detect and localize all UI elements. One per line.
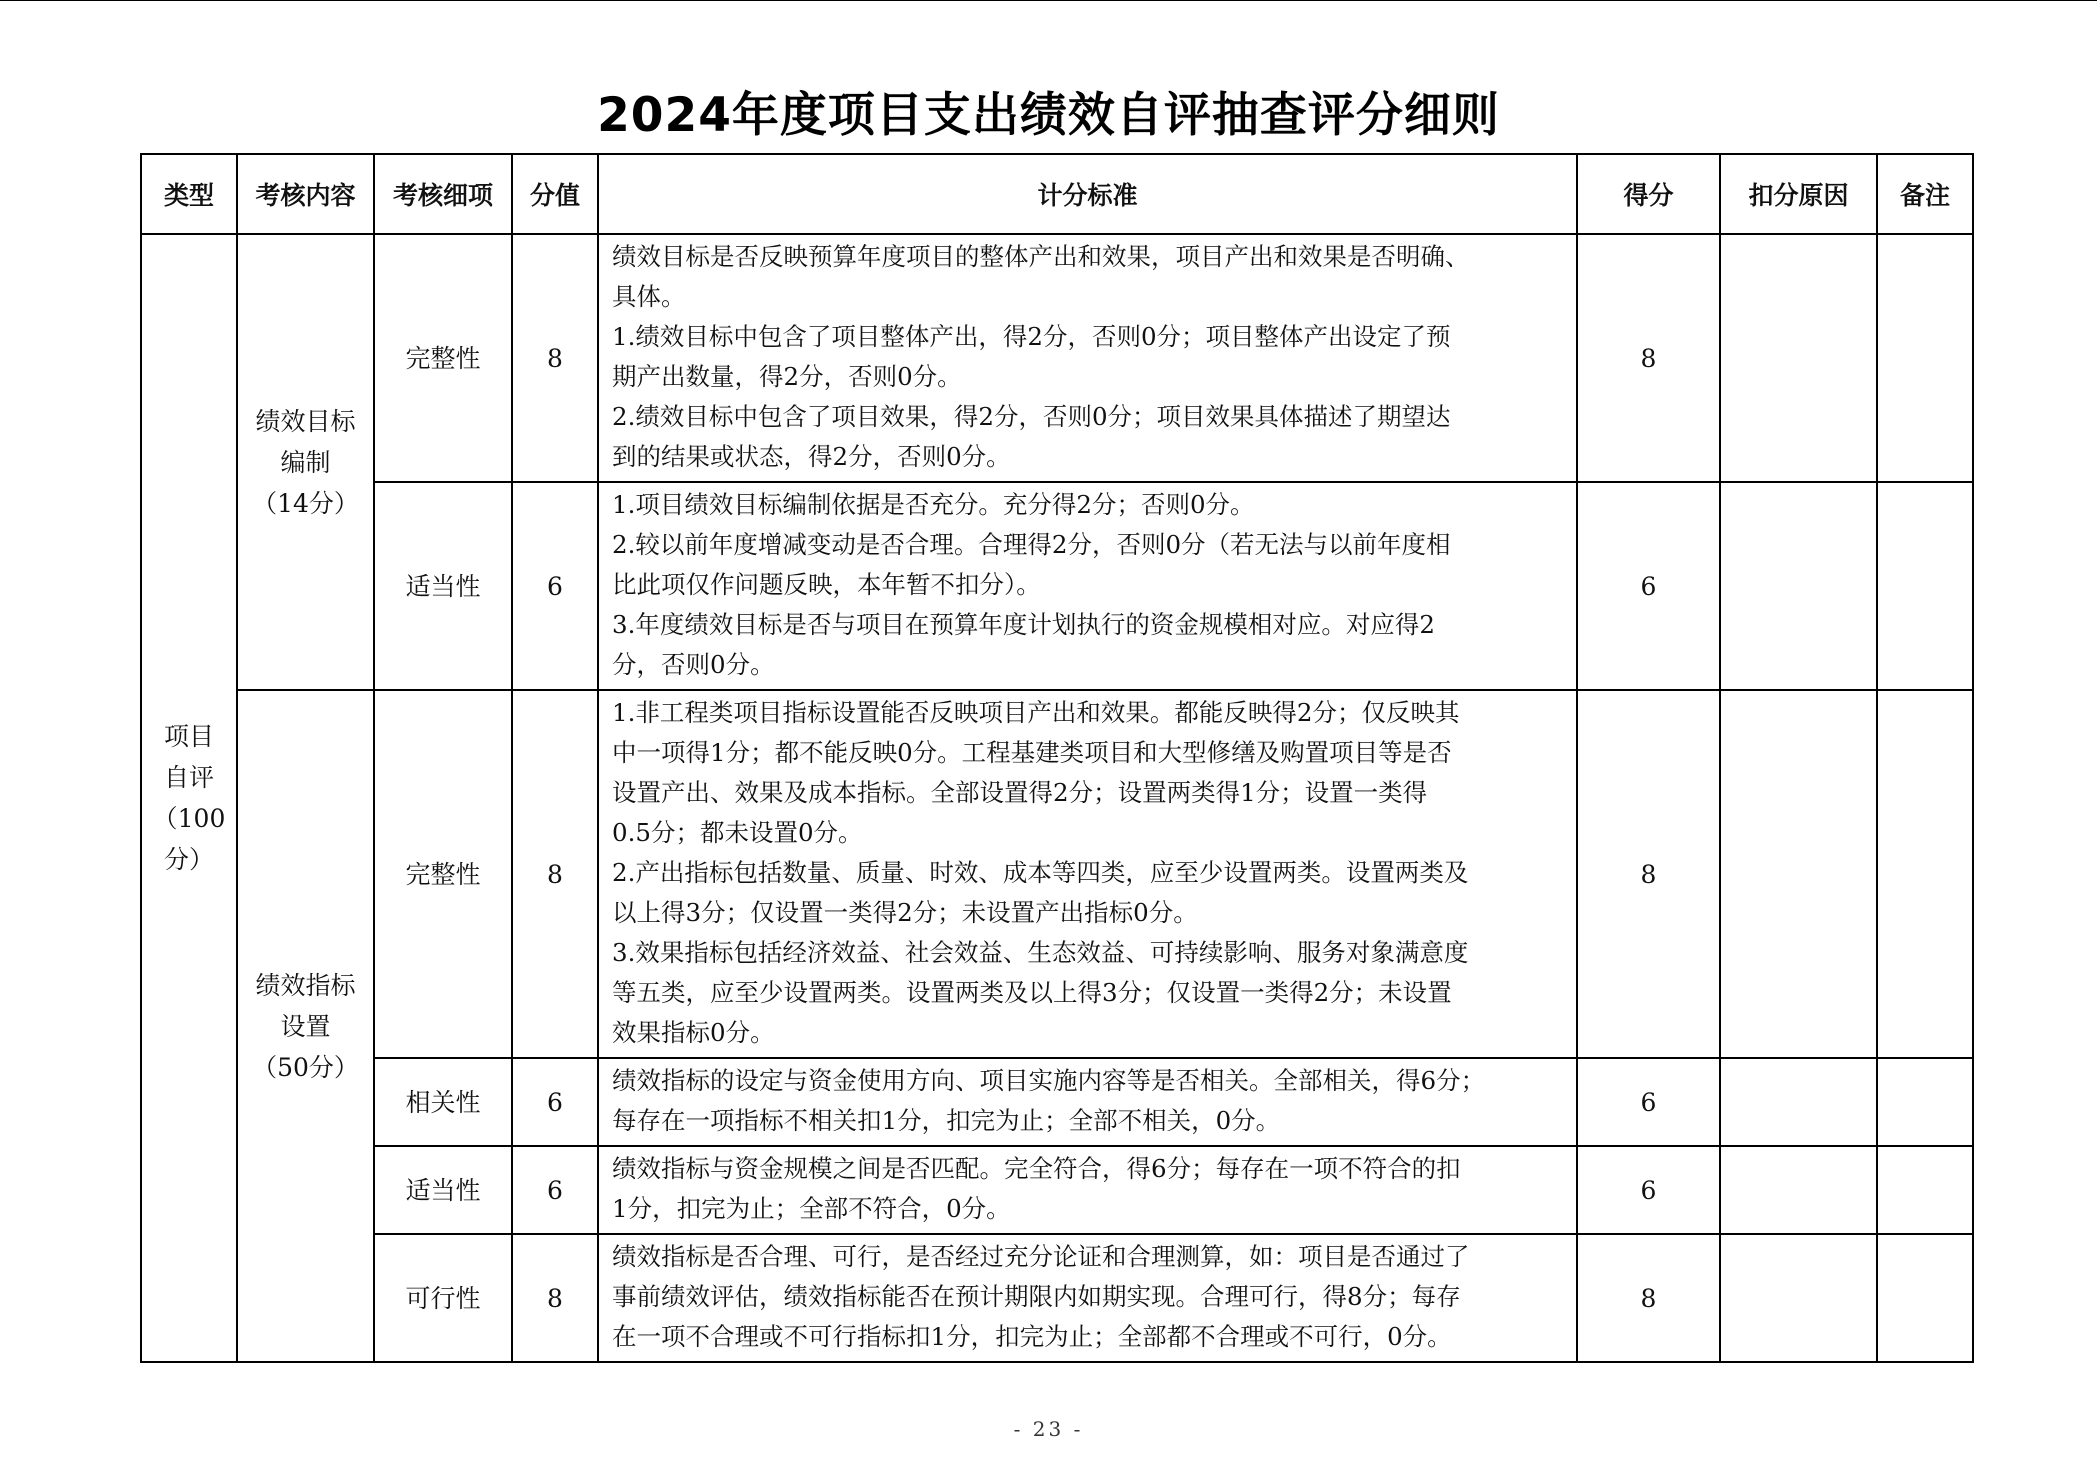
criteria-line: 期产出数量，得2分，否则0分。 [612, 362, 962, 391]
content-line: （14分） [252, 488, 359, 518]
criteria-line: 中一项得1分；都不能反映0分。工程基建类项目和大型修缮及购置项目等是否 [612, 738, 1452, 767]
table-header-row [141, 154, 1973, 234]
table-row [141, 234, 1973, 482]
value-cell: 6 [512, 1058, 598, 1146]
criteria-line: 设置产出、效果及成本指标。全部设置得2分；设置两类得1分；设置一类得 [612, 778, 1428, 807]
deduction-reason-cell [1720, 234, 1877, 482]
table-row [141, 1058, 1973, 1146]
criteria-line: 在一项不合理或不可行指标扣1分，扣完为止；全部都不合理或不可行，0分。 [612, 1322, 1452, 1351]
header-deduction-reason: 扣分原因 [1720, 154, 1877, 234]
content-cell-target [237, 234, 374, 690]
score-cell: 6 [1577, 482, 1720, 690]
deduction-reason-cell [1720, 1058, 1877, 1146]
page-title: 2024年度项目支出绩效自评抽查评分细则 [597, 88, 1500, 143]
type-line: （100 [152, 804, 226, 833]
header-item: 考核细项 [374, 154, 512, 234]
criteria-line: 1分，扣完为止；全部不符合，0分。 [612, 1194, 1011, 1223]
type-line: 项目 [163, 722, 214, 751]
table-row [141, 1234, 1973, 1362]
score-cell: 6 [1577, 1146, 1720, 1234]
criteria-line: 每存在一项指标不相关扣1分，扣完为止；全部不相关，0分。 [612, 1106, 1281, 1135]
remark-cell [1877, 1058, 1973, 1146]
criteria-line: 1.项目绩效目标编制依据是否充分。充分得2分；否则0分。 [612, 490, 1255, 519]
remark-cell [1877, 1234, 1973, 1362]
header-score: 得分 [1577, 154, 1720, 234]
criteria-line: 1.绩效目标中包含了项目整体产出，得2分，否则0分；项目整体产出设定了预 [612, 322, 1451, 351]
deduction-reason-cell [1720, 1234, 1877, 1362]
score-cell: 8 [1577, 1234, 1720, 1362]
criteria-line: 具体。 [612, 282, 686, 311]
criteria-line: 2.较以前年度增减变动是否合理。合理得2分，否则0分（若无法与以前年度相 [612, 530, 1451, 559]
criteria-line: 2.绩效目标中包含了项目效果，得2分，否则0分；项目效果具体描述了期望达 [612, 402, 1451, 431]
item-cell: 相关性 [374, 1058, 512, 1146]
criteria-cell [598, 482, 1577, 690]
content-line: 绩效目标 [255, 406, 356, 436]
page-number: - 23 - [1013, 1417, 1084, 1441]
table-row [141, 1146, 1973, 1234]
criteria-line: 2.产出指标包括数量、质量、时效、成本等四类，应至少设置两类。设置两类及 [612, 858, 1469, 887]
score-cell: 6 [1577, 1058, 1720, 1146]
item-cell: 适当性 [374, 482, 512, 690]
criteria-line: 绩效目标是否反映预算年度项目的整体产出和效果，项目产出和效果是否明确、 [612, 242, 1470, 271]
criteria-line: 事前绩效评估，绩效指标能否在预计期限内如期实现。合理可行，得8分；每存 [612, 1282, 1461, 1311]
criteria-line: 绩效指标与资金规模之间是否匹配。完全符合，得6分；每存在一项不符合的扣 [612, 1154, 1461, 1183]
criteria-cell [598, 1058, 1577, 1146]
criteria-line: 效果指标0分。 [612, 1018, 775, 1047]
criteria-line: 分，否则0分。 [612, 650, 775, 679]
table-row [141, 482, 1973, 690]
criteria-cell [598, 234, 1577, 482]
score-cell: 8 [1577, 690, 1720, 1058]
criteria-line: 绩效指标是否合理、可行，是否经过充分论证和合理测算，如：项目是否通过了 [612, 1242, 1470, 1271]
item-cell: 完整性 [374, 690, 512, 1058]
type-line: 分） [163, 845, 214, 874]
item-cell: 可行性 [374, 1234, 512, 1362]
criteria-cell [598, 1234, 1577, 1362]
criteria-line: 到的结果或状态，得2分，否则0分。 [612, 442, 1011, 471]
table-row [141, 690, 1973, 1058]
header-remark: 备注 [1877, 154, 1973, 234]
criteria-cell [598, 1146, 1577, 1234]
header-content: 考核内容 [237, 154, 374, 234]
remark-cell [1877, 1146, 1973, 1234]
value-cell: 6 [512, 1146, 598, 1234]
remark-cell [1877, 690, 1973, 1058]
remark-cell [1877, 482, 1973, 690]
item-cell: 完整性 [374, 234, 512, 482]
remark-cell [1877, 234, 1973, 482]
content-cell-indicator [237, 690, 374, 1362]
type-cell [141, 234, 237, 1362]
item-cell: 适当性 [374, 1146, 512, 1234]
criteria-line: 以上得3分；仅设置一类得2分；未设置产出指标0分。 [612, 898, 1198, 927]
content-line: 设置 [280, 1011, 331, 1041]
value-cell: 8 [512, 690, 598, 1058]
scoring-table [140, 153, 1974, 1363]
criteria-line: 0.5分；都未设置0分。 [612, 818, 863, 847]
deduction-reason-cell [1720, 1146, 1877, 1234]
content-line: （50分） [252, 1052, 359, 1082]
content-line: 绩效指标 [255, 970, 356, 1000]
criteria-line: 绩效指标的设定与资金使用方向、项目实施内容等是否相关。全部相关，得6分； [612, 1066, 1486, 1095]
content-line: 编制 [280, 447, 331, 477]
header-value: 分值 [512, 154, 598, 234]
criteria-cell [598, 690, 1577, 1058]
value-cell: 8 [512, 1234, 598, 1362]
criteria-line: 3.年度绩效目标是否与项目在预算年度计划执行的资金规模相对应。对应得2 [612, 610, 1435, 639]
score-cell: 8 [1577, 234, 1720, 482]
value-cell: 6 [512, 482, 598, 690]
criteria-line: 等五类，应至少设置两类。设置两类及以上得3分；仅设置一类得2分；未设置 [612, 978, 1452, 1007]
criteria-line: 比此项仅作问题反映，本年暂不扣分）。 [612, 570, 1041, 599]
deduction-reason-cell [1720, 690, 1877, 1058]
header-criteria: 计分标准 [598, 154, 1577, 234]
value-cell: 8 [512, 234, 598, 482]
criteria-line: 3.效果指标包括经济效益、社会效益、生态效益、可持续影响、服务对象满意度 [612, 938, 1469, 967]
header-type: 类型 [141, 154, 237, 234]
page-top-border [0, 0, 2097, 1]
deduction-reason-cell [1720, 482, 1877, 690]
type-line: 自评 [163, 763, 214, 792]
criteria-line: 1.非工程类项目指标设置能否反映项目产出和效果。都能反映得2分；仅反映其 [612, 698, 1460, 727]
